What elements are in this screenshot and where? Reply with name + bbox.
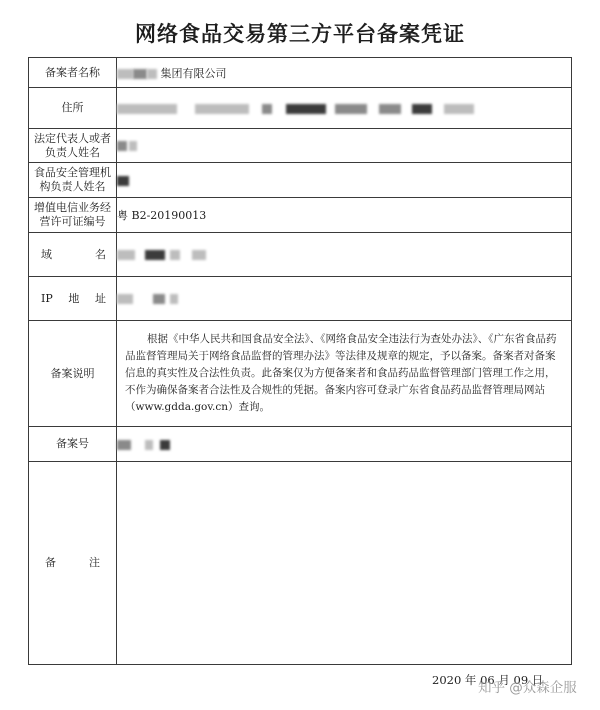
remarks-label-char: 注 bbox=[89, 556, 100, 569]
row-filer-name bbox=[29, 58, 572, 88]
row-description bbox=[29, 321, 572, 427]
redacted-block bbox=[129, 141, 137, 151]
filer-name-suffix: 集团有限公司 bbox=[160, 66, 227, 80]
redacted-block bbox=[153, 294, 165, 304]
row-address bbox=[29, 88, 572, 129]
legal-rep-label: 法定代表人或者负责人姓名 bbox=[29, 129, 117, 163]
ip-label-char: 址 bbox=[95, 291, 106, 305]
row-remarks bbox=[29, 462, 572, 665]
redacted-block bbox=[117, 104, 177, 114]
remarks-label bbox=[29, 462, 117, 665]
redacted-block bbox=[117, 176, 129, 186]
telecom-license-label: 增值电信业务经营许可证编号 bbox=[29, 198, 117, 233]
redacted-block bbox=[145, 440, 153, 450]
filer-name-value bbox=[117, 58, 572, 88]
row-ip bbox=[29, 277, 572, 321]
redacted-block bbox=[117, 250, 135, 260]
redacted-block bbox=[195, 104, 249, 114]
redacted-block bbox=[133, 69, 147, 79]
redacted-block bbox=[335, 104, 367, 114]
row-legal-rep bbox=[29, 129, 572, 163]
row-food-safety-head bbox=[29, 163, 572, 198]
redacted-block bbox=[117, 294, 133, 304]
ip-label bbox=[29, 277, 117, 321]
redacted-block bbox=[117, 141, 127, 151]
redacted-block bbox=[117, 440, 131, 450]
redacted-block bbox=[412, 104, 432, 114]
ip-label-char: 地 bbox=[68, 291, 80, 305]
food-safety-head-value-redacted bbox=[117, 163, 572, 198]
certificate-table bbox=[28, 57, 572, 665]
row-record-number bbox=[29, 427, 572, 462]
row-domain bbox=[29, 233, 572, 277]
ip-label-char: IP bbox=[41, 291, 53, 305]
record-number-value-redacted bbox=[117, 427, 572, 462]
domain-value-redacted bbox=[117, 233, 572, 277]
redacted-block bbox=[145, 250, 165, 260]
redacted-block bbox=[444, 104, 474, 114]
remarks-label-char: 备 bbox=[45, 556, 56, 569]
row-telecom-license bbox=[29, 198, 572, 233]
redacted-block bbox=[170, 294, 178, 304]
food-safety-head-label: 食品安全管理机构负责人姓名 bbox=[29, 163, 117, 198]
address-label: 住所 bbox=[29, 88, 117, 129]
legal-rep-value-redacted bbox=[117, 129, 572, 163]
record-number-label: 备案号 bbox=[29, 427, 117, 462]
telecom-license-value: 粤 B2-20190013 bbox=[117, 198, 572, 233]
remarks-value bbox=[117, 462, 572, 665]
watermark: 知乎 @众森企服 bbox=[478, 680, 577, 696]
redacted-block bbox=[117, 69, 133, 79]
issue-date: 2020 年 06 月 09 日 bbox=[432, 673, 544, 687]
redacted-block bbox=[147, 69, 157, 79]
domain-label bbox=[29, 233, 117, 277]
redacted-block bbox=[286, 104, 326, 114]
redacted-block bbox=[160, 440, 170, 450]
domain-label-char: 域 bbox=[41, 247, 52, 261]
redacted-block bbox=[262, 104, 272, 114]
ip-value-redacted bbox=[117, 277, 572, 321]
description-label: 备案说明 bbox=[29, 321, 117, 427]
redacted-block bbox=[170, 250, 180, 260]
domain-label-char: 名 bbox=[95, 247, 106, 261]
redacted-block bbox=[192, 250, 206, 260]
description-value bbox=[117, 321, 572, 427]
address-value-redacted bbox=[117, 88, 572, 129]
redacted-block bbox=[379, 104, 401, 114]
page-title: 网络食品交易第三方平台备案凭证 bbox=[135, 21, 465, 46]
description-text: 根据《中华人民共和国食品安全法》、《网络食品安全违法行为查处办法》、《广东省食品药品监督管理局关于网络食品监督的管理办法》等法律及规章的规定，予以备案。备案者对备案信息的真实性及合法性负责。此备案仅为方便备案者和食品药品监督管理部门管理工作之用，不作为确保备案者合法性及合规性的凭据。备案内容可登录广东省食品药品监督管理局网站（www.gdda.gov.cn）查询。 bbox=[125, 333, 557, 413]
filer-name-label: 备案者名称 bbox=[29, 58, 117, 88]
